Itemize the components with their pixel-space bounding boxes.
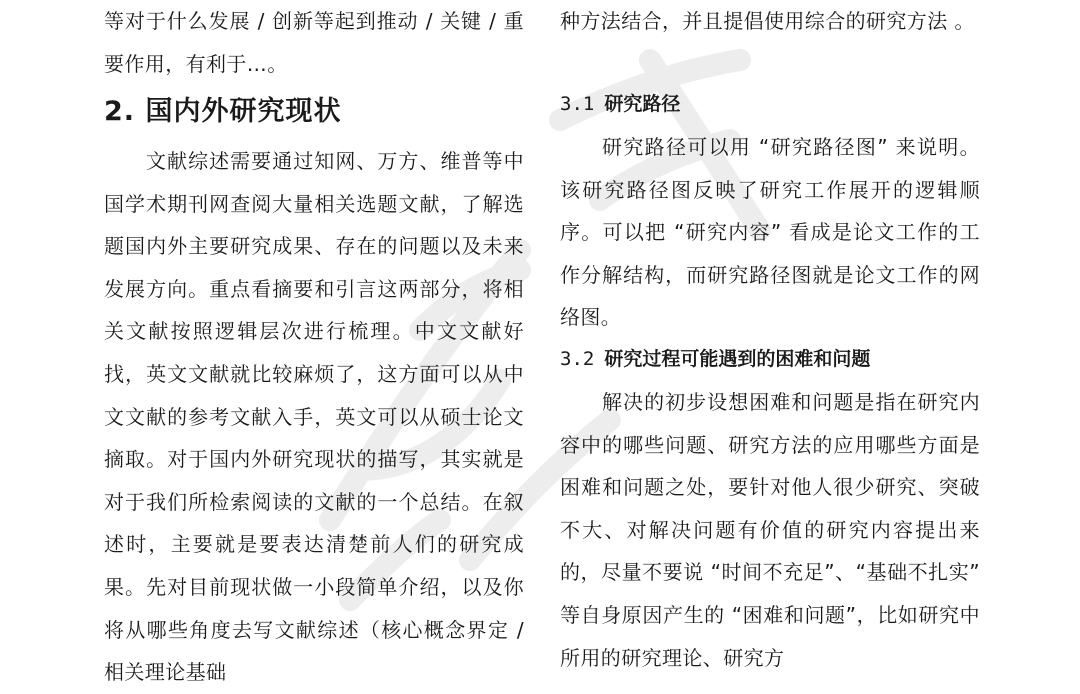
subsection-heading-3-1 <box>560 84 680 124</box>
right-intro-paragraph: 种方法结合，并且提倡使用综合的研究方法 。 <box>560 9 975 33</box>
section-heading-2: 2. 国内外研究现状 <box>104 96 342 127</box>
left-intro-paragraph: 等对于什么发展 / 创新等起到推动 / 关键 / 重要作用，有利于…。 <box>104 9 524 76</box>
literature-review-paragraph: 文献综述需要通过知网、万方、维普等中国学术期刊网查阅大量相关选题文献，了解选题国内外主要研究成果、存在的问题以及未来发展方向。重点看摘要和引言这两部分，将相关文献按照逻辑层次进行梳理。中文文献好找，英文文献就比较麻烦了，这方面可以从中文文献的参考文献入手，英文可以从硕士论文摘取。对于国内外研究现状的描写，其实就是对于我们所检索阅读的文献的一个总结。在叙述时，主要就是要表达清楚前人们的研究成果。先对目前现状做一小段简单介绍，以及你将从哪些角度去写文献综述（核心概念界定 / 相关理论基础 <box>104 149 524 685</box>
subsection-title: 研究路径 <box>604 93 681 115</box>
subsection-title: 研究过程可能遇到的困难和问题 <box>604 348 871 370</box>
subsection-number: 3.2 <box>560 348 595 370</box>
difficulties-paragraph: 解决的初步设想困难和问题是指在研究内容中的哪些问题、研究方法的应用哪些方面是困难和问题之处，要针对他人很少研究、突破不大、对解决问题有价值的研究内容提出来的，尽量不要说 “时间不充足”、“基础不扎实” 等自身原因产生的 “困难和问题”，比如研究中所用的研究理论、研究方 <box>560 390 980 670</box>
subsection-heading-3-2 <box>560 339 870 379</box>
subsection-number: 3.1 <box>560 93 595 115</box>
research-path-paragraph: 研究路径可以用 “研究路径图” 来说明。该研究路径图反映了研究工作展开的逻辑顺序。可以把 “研究内容” 看成是论文工作的工作分解结构，而研究路径图就是论文工作的网络图。 <box>560 135 980 330</box>
